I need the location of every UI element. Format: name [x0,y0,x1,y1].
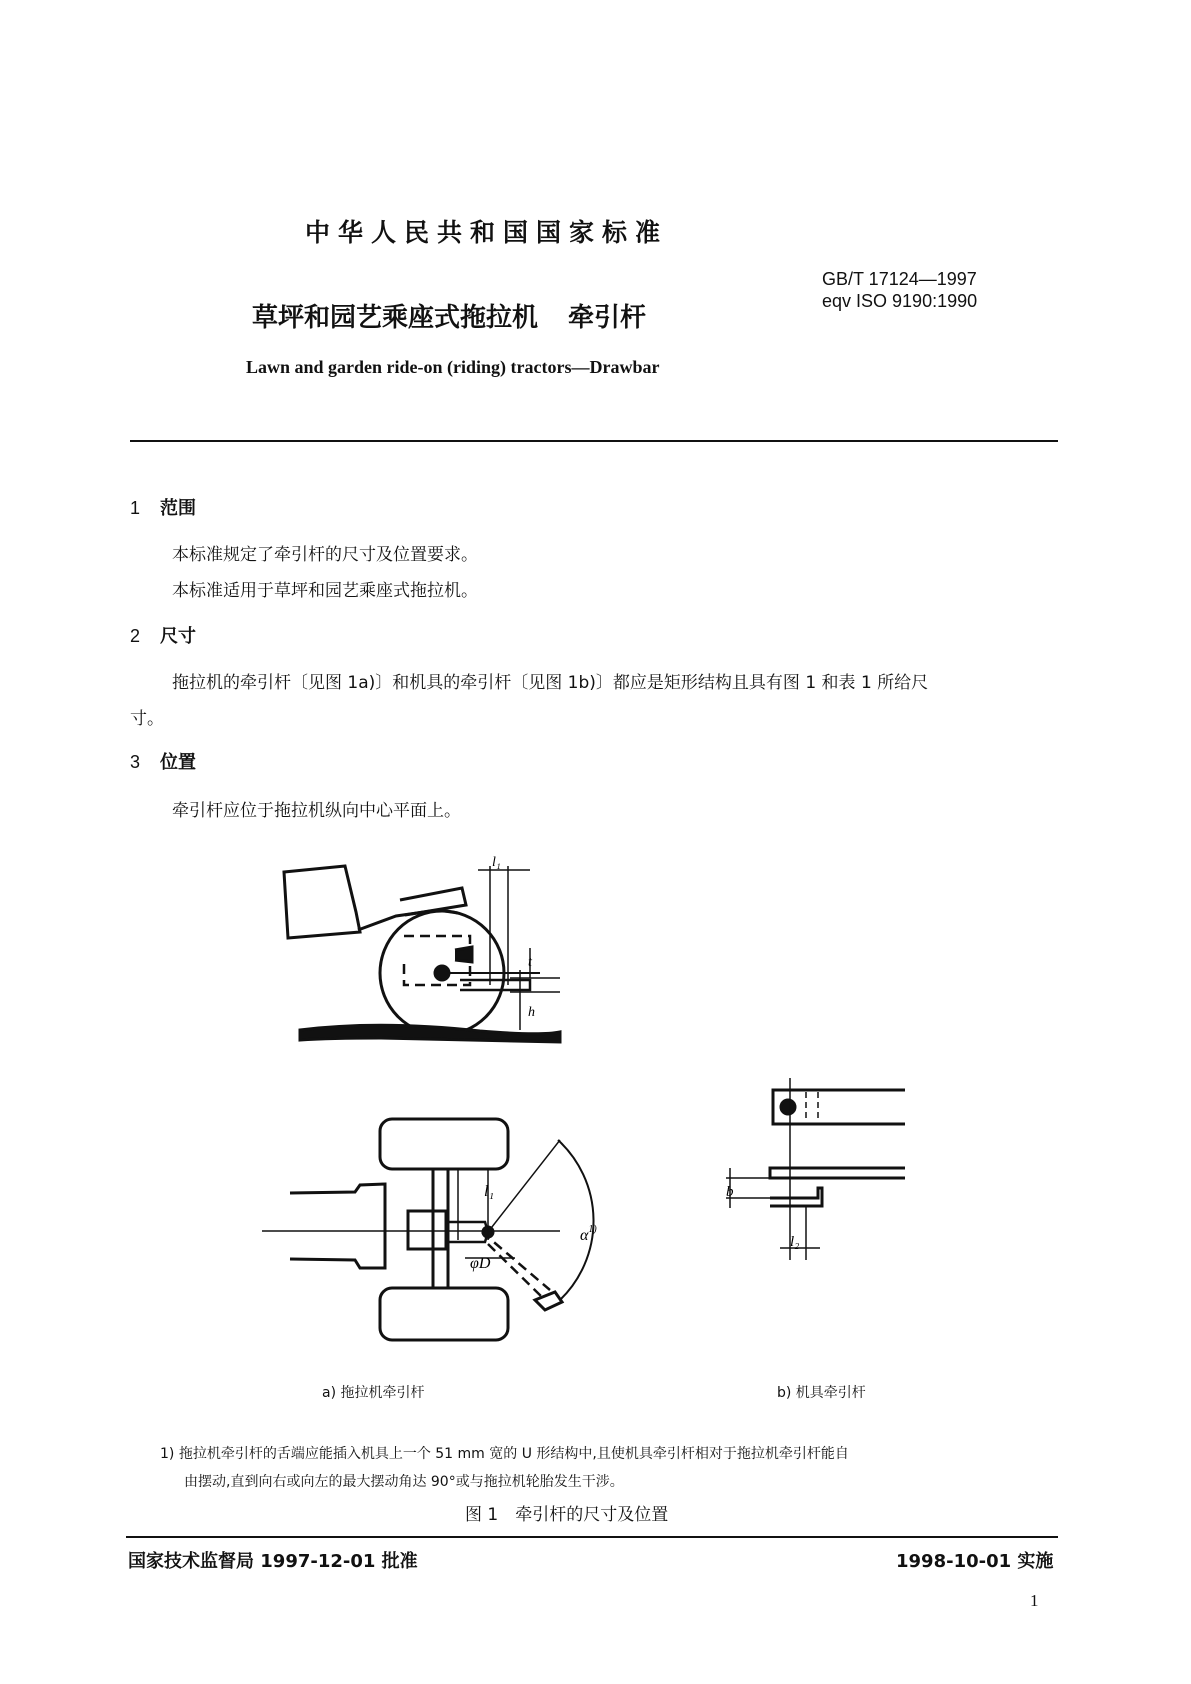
hitch-housing [408,1211,446,1249]
swing-bar-dashed-lower [488,1244,545,1300]
upper-tyre [380,1119,508,1169]
implement-pin-hole [781,1100,795,1114]
ground-hatch [300,1025,560,1042]
alpha-symbol: α [580,1227,589,1244]
implement-drawbar-view [726,1078,905,1260]
alpha-footnote-mark: 1) [588,1224,597,1235]
section-2-paragraph-line-2: 寸。 [130,709,164,729]
figure-caption-a: a) 拖拉机牵引杆 [322,1385,425,1401]
figure-title: 图 1 牵引杆的尺寸及位置 [465,1505,669,1525]
standard-number: GB/T 17124—1997 [822,269,977,289]
figure-caption-b: b) 机具牵引杆 [777,1385,866,1401]
label-l2: l₂ [790,1234,800,1250]
section-title: 位置 [160,752,196,773]
footnote-line-2: 由摆动,直到向右或向左的最大摆动角达 90°或与拖拉机轮胎发生干涉。 [184,1474,624,1490]
footnote-line-1: 1) 拖拉机牵引杆的舌端应能插入机具上一个 51 mm 宽的 U 形结构中,且使机具牵引杆相对于拖拉机牵引杆能自 [160,1446,849,1462]
section-2-paragraph-line-1: 拖拉机的牵引杆〔见图 1a)〕和机具的牵引杆〔见图 1b)〕都应是矩形结构且具有图 1 和表 1 所给尺 [172,673,929,693]
section-title: 范围 [160,498,196,519]
footer-rule [126,1536,1058,1538]
label-phi-d: φD [470,1255,491,1272]
label-l1-side: l₁ [492,855,501,870]
implementation-date: 1998-10-01 实施 [896,1551,1054,1572]
label-alpha [580,1224,597,1244]
approval-info: 国家技术监督局 1997-12-01 批准 [128,1551,418,1572]
chinese-title-part2: 牵引杆 [568,303,647,333]
tractor-seat-shape [284,866,360,938]
lower-tyre [380,1288,508,1340]
implement-bar-lower [770,1188,822,1206]
section-number: 2 [130,626,141,646]
section-1-paragraph-1: 本标准规定了牵引杆的尺寸及位置要求。 [172,545,478,565]
section-1-paragraph-2: 本标准适用于草坪和园艺乘座式拖拉机。 [172,581,478,601]
figure-footnote [160,1440,1060,1496]
label-h: h [528,1005,535,1020]
standard-category-title: 中华人民共和国国家标准 [305,218,669,247]
section-number: 3 [130,752,141,772]
standard-equivalence: eqv ISO 9190:1990 [822,291,978,311]
label-b: b [726,1184,734,1200]
hitch-block [455,947,472,962]
tractor-side-view [284,866,560,1042]
label-l1-top: l₁ [484,1183,495,1200]
label-t: t [528,955,532,970]
alpha-limit-line [488,1140,560,1232]
swing-bar-dashed-upper [482,1232,550,1290]
section-title: 尺寸 [160,626,196,647]
section-number: 1 [130,498,141,518]
alpha-arc [558,1140,594,1300]
tractor-top-view [262,1119,594,1340]
section-3-paragraph: 牵引杆应位于拖拉机纵向中心平面上。 [172,801,461,821]
chinese-title-part1: 草坪和园艺乘座式拖拉机 [252,303,539,333]
english-title: Lawn and garden ride-on (riding) tractors—Drawbar [246,357,660,377]
tractor-body-top [290,1184,385,1268]
page-number: 1 [1030,1591,1039,1610]
